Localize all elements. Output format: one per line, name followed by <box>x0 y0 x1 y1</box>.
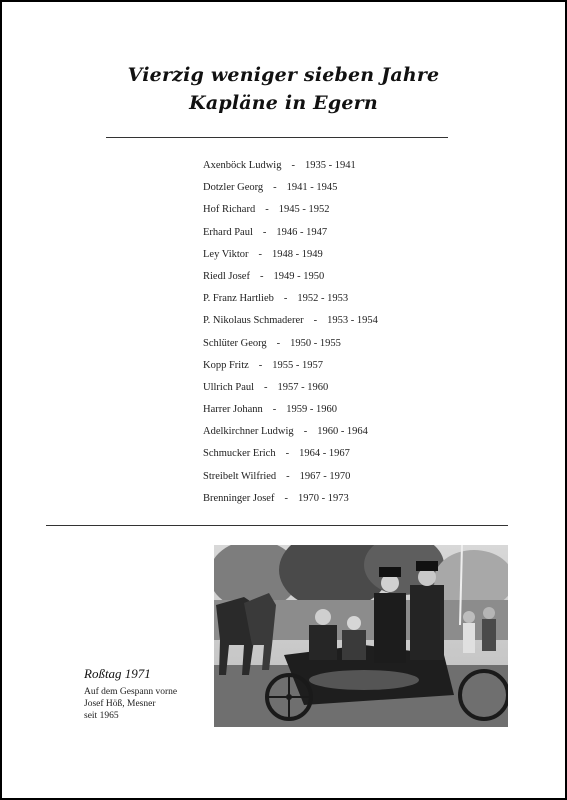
chaplain-name: Hof Richard <box>203 204 256 216</box>
chaplain-row <box>203 466 378 488</box>
chaplain-years: 1970 - 1973 <box>297 492 349 504</box>
chaplain-name: Brenninger Josef <box>203 492 275 504</box>
separator-dash: - <box>259 270 264 282</box>
chaplain-years: 1964 - 1967 <box>299 448 350 460</box>
chaplain-row <box>203 155 378 177</box>
heading-line-2: Kapläne in Egern <box>189 92 378 114</box>
separator-dash: - <box>276 337 281 349</box>
chaplain-row <box>203 333 378 355</box>
procession-photo <box>214 545 508 727</box>
chaplain-row <box>203 310 378 332</box>
separator-dash: - <box>291 160 295 171</box>
chaplain-name: Ullrich Paul <box>203 381 255 393</box>
chaplain-name: P. Franz Hartlieb <box>203 293 274 305</box>
chaplain-name: Riedl Josef <box>203 270 250 282</box>
chaplain-name: P. Nikolaus Schmaderer <box>203 315 304 327</box>
caption-text <box>84 686 177 722</box>
chaplain-row <box>203 443 378 465</box>
separator-dash: - <box>313 315 318 327</box>
chaplain-name: Erhard Paul <box>203 226 253 238</box>
chaplain-years: 1952 - 1953 <box>297 293 349 305</box>
heading-line-1: Vierzig weniger sieben Jahre <box>127 64 440 86</box>
chaplain-years: 1957 - 1960 <box>277 381 329 393</box>
chaplain-list <box>203 155 378 510</box>
chaplain-years: 1948 - 1949 <box>272 248 323 260</box>
chaplain-years: 1953 - 1954 <box>327 315 378 327</box>
caption-line: Josef Höß, Mesner <box>84 699 156 709</box>
separator-dash: - <box>258 359 263 371</box>
chaplain-years: 1949 - 1950 <box>273 270 325 282</box>
separator-dash: - <box>272 404 277 416</box>
caption-title: Roßtag 1971 <box>84 666 151 681</box>
chaplain-name: Kopp Fritz <box>203 359 249 371</box>
chaplain-name: Adelkirchner Ludwig <box>203 426 294 438</box>
chaplain-row <box>203 399 378 421</box>
separator-dash: - <box>258 248 263 260</box>
separator-dash: - <box>262 226 267 238</box>
chaplain-name: Dotzler Georg <box>203 182 264 194</box>
separator-dash: - <box>286 470 290 482</box>
caption-line: Auf dem Gespann vorne <box>84 687 178 697</box>
chaplain-row <box>203 266 378 288</box>
chaplain-row <box>203 222 378 244</box>
top-divider <box>106 137 448 138</box>
chaplain-name: Schmucker Erich <box>203 448 276 460</box>
chaplain-row <box>203 421 378 443</box>
caption-line: seit 1965 <box>84 711 119 721</box>
chaplain-years: 1959 - 1960 <box>286 404 338 416</box>
separator-dash: - <box>273 182 277 194</box>
chaplain-years: 1935 - 1941 <box>304 160 356 171</box>
chaplain-row <box>203 177 378 199</box>
chaplain-years: 1950 - 1955 <box>290 337 341 349</box>
separator-dash: - <box>285 448 290 460</box>
chaplain-years: 1955 - 1957 <box>272 359 324 371</box>
chaplain-name: Axenböck Ludwig <box>203 160 282 171</box>
chaplain-row <box>203 288 378 310</box>
chaplain-years: 1945 - 1952 <box>278 204 330 216</box>
chaplain-row <box>203 244 378 266</box>
chaplain-row <box>203 488 378 510</box>
chaplain-name: Schlüter Georg <box>203 337 267 349</box>
chaplain-name: Streibelt Wilfried <box>203 470 277 482</box>
chaplain-years: 1967 - 1970 <box>299 470 351 482</box>
chaplain-years: 1941 - 1945 <box>286 182 338 194</box>
separator-dash: - <box>283 293 288 305</box>
chaplain-row <box>203 355 378 377</box>
separator-dash: - <box>284 492 288 504</box>
chaplain-years: 1946 - 1947 <box>276 226 328 238</box>
separator-dash: - <box>265 204 269 216</box>
chaplain-row <box>203 377 378 399</box>
chaplain-years: 1960 - 1964 <box>317 426 368 438</box>
chaplain-name: Ley Viktor <box>203 248 249 260</box>
bottom-divider <box>46 525 508 526</box>
chaplain-name: Harrer Johann <box>203 404 263 416</box>
separator-dash: - <box>264 381 268 393</box>
separator-dash: - <box>303 426 308 438</box>
chaplain-row <box>203 199 378 221</box>
